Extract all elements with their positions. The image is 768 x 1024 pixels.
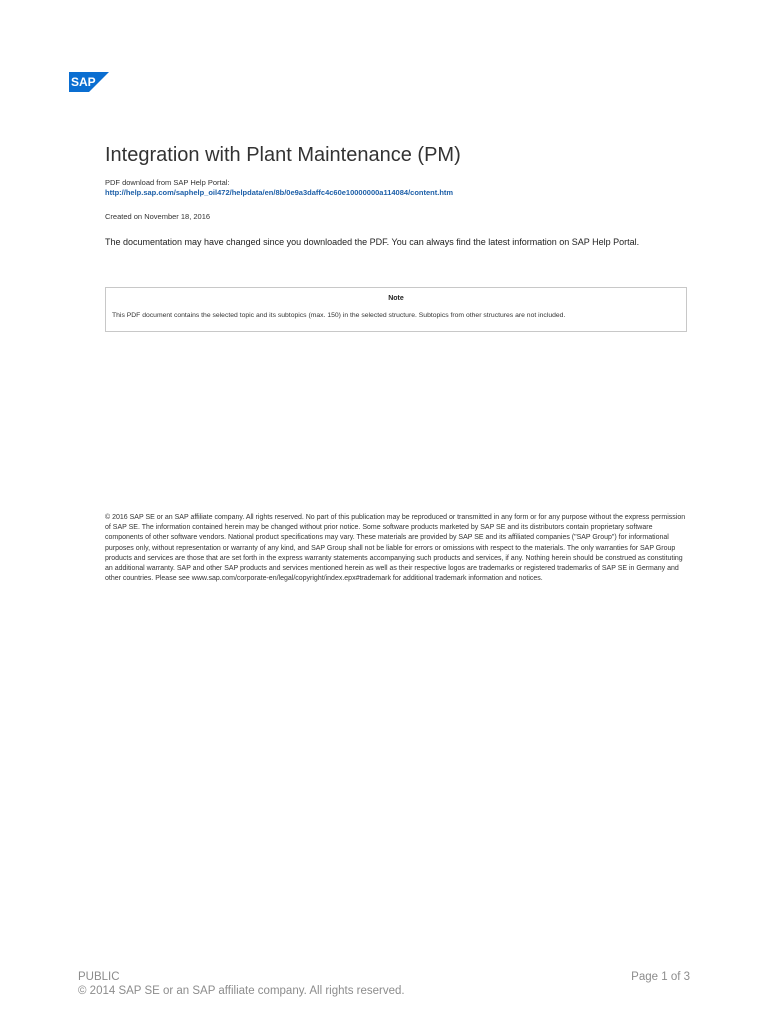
update-notice: The documentation may have changed since you downloaded the PDF. You can always find the latest information on SAP Help Portal.: [105, 237, 640, 247]
sap-logo-text: SAP: [71, 75, 96, 89]
created-date: Created on November 18, 2016: [105, 212, 211, 221]
note-title: Note: [388, 295, 404, 302]
footer-copyright: © 2014 SAP SE or an SAP affiliate company. All rights reserved.: [78, 985, 405, 997]
footer-classification: PUBLIC: [78, 971, 120, 983]
legal-disclaimer: © 2016 SAP SE or an SAP affiliate company. All rights reserved. No part of this publication may be reproduced or transmitted in any form or for any purpose without the express permission of SAP SE. The information contained herein may be changed without prior notice. Some software products marketed by SAP SE and its distributors contain proprietary software components of other software vendors. National product specifications may vary. These materials are provided by SAP SE and its affiliated companies ("SAP Group") for informational purposes only, without representation or warranty of any kind, and SAP Group shall not be liable for errors or omissions with respect to the materials. The only warranties for SAP Group products and services are those that are set forth in the express warranty statements accompanying such products and services, if any. Nothing herein should be construed as constituting an additional warranty. SAP and other SAP products and services mentioned herein as well as their respective logos are trademarks or registered trademarks of SAP SE in Germany and other countries. Please see www.sap.com/corporate-en/legal/copyright/index.epx#trademark for additional trademark information and notices.: [105, 514, 686, 583]
sap-logo-icon: [69, 72, 109, 92]
note-box: [105, 287, 687, 332]
footer-page-number: Page 1 of 3: [631, 971, 690, 983]
page-title: Integration with Plant Maintenance (PM): [105, 144, 461, 166]
note-text: This PDF document contains the selected topic and its subtopics (max. 150) in the selected structure. Subtopics from other structures are not included.: [112, 312, 566, 319]
source-label: PDF download from SAP Help Portal:: [105, 178, 230, 187]
source-link[interactable]: http://help.sap.com/saphelp_oil472/helpdata/en/8b/0e9a3daffc4c60e10000000a114084/content.htm: [105, 188, 454, 197]
sap-logo: [69, 72, 109, 92]
